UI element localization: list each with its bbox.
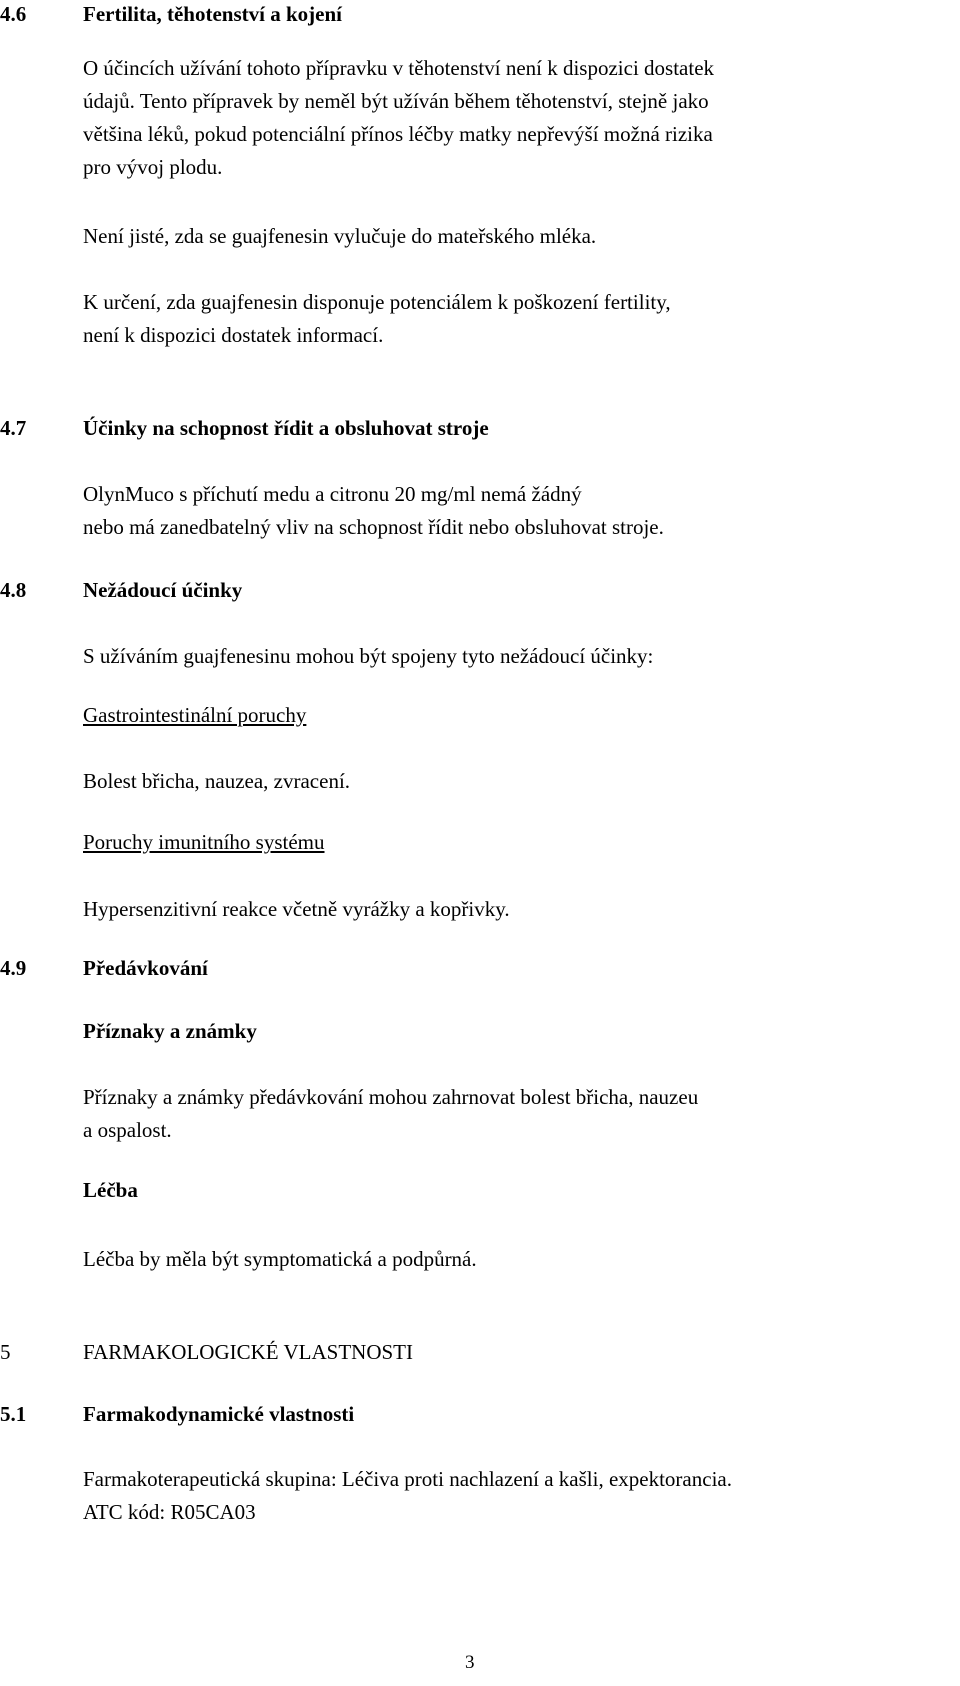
- paragraph-line: není k dispozici dostatek informací.: [83, 323, 384, 347]
- paragraph-line: údajů. Tento přípravek by neměl být užíván během těhotenství, stejně jako: [83, 89, 709, 113]
- paragraph-line: K určení, zda guajfenesin disponuje potenciálem k poškození fertility,: [83, 290, 671, 314]
- section-5-title: FARMAKOLOGICKÉ VLASTNOSTI: [83, 1340, 413, 1364]
- paragraph-line: ATC kód: R05CA03: [83, 1500, 256, 1524]
- section-4-7-number: 4.7: [0, 416, 27, 440]
- section-4-6-number: 4.6: [0, 2, 27, 26]
- section-4-8-category-immune-text: Hypersenzitivní reakce včetně vyrážky a kopřivky.: [83, 897, 510, 921]
- paragraph-line: a ospalost.: [83, 1118, 172, 1142]
- section-4-9-symptoms-paragraph: [83, 1081, 873, 1147]
- section-4-6-paragraph-3: [83, 286, 873, 352]
- section-5-1-number: 5.1: [0, 1402, 27, 1426]
- section-5-1-title: Farmakodynamické vlastnosti: [83, 1402, 355, 1426]
- section-4-6-paragraph-2: Není jisté, zda se guajfenesin vylučuje do mateřského mléka.: [83, 224, 597, 248]
- section-4-8-category-immune: Poruchy imunitního systému: [83, 830, 325, 854]
- section-4-7-paragraph: [83, 478, 873, 544]
- paragraph-line: Příznaky a známky předávkování mohou zahrnovat bolest břicha, nauzeu: [83, 1085, 699, 1109]
- paragraph-line: nebo má zanedbatelný vliv na schopnost řídit nebo obsluhovat stroje.: [83, 515, 664, 539]
- section-4-8-category-gastro: Gastrointestinální poruchy: [83, 703, 307, 727]
- paragraph-line: většina léků, pokud potenciální přínos léčby matky nepřevýší možná rizika: [83, 122, 713, 146]
- section-4-8-category-gastro-text: Bolest břicha, nauzea, zvracení.: [83, 769, 351, 793]
- paragraph-line: Farmakoterapeutická skupina: Léčiva proti nachlazení a kašli, expektorancia.: [83, 1467, 732, 1491]
- section-4-9-number: 4.9: [0, 956, 27, 980]
- paragraph-line: O účincích užívání tohoto přípravku v těhotenství není k dispozici dostatek: [83, 56, 715, 80]
- section-4-9-subheading-treatment: Léčba: [83, 1178, 138, 1202]
- paragraph-line: pro vývoj plodu.: [83, 155, 223, 179]
- section-4-7-title: Účinky na schopnost řídit a obsluhovat stroje: [83, 416, 489, 440]
- section-4-8-title: Nežádoucí účinky: [83, 578, 243, 602]
- section-4-6-title: Fertilita, těhotenství a kojení: [83, 2, 342, 26]
- paragraph-line: OlynMuco s příchutí medu a citronu 20 mg/ml nemá žádný: [83, 482, 582, 506]
- section-4-8-number: 4.8: [0, 578, 27, 602]
- section-4-9-treatment-text: Léčba by měla být symptomatická a podpůrná.: [83, 1247, 477, 1271]
- section-5-number: 5: [0, 1340, 11, 1364]
- section-4-8-intro: S užíváním guajfenesinu mohou být spojeny tyto nežádoucí účinky:: [83, 644, 654, 668]
- section-4-9-subheading-symptoms: Příznaky a známky: [83, 1019, 257, 1043]
- section-5-1-paragraph: [83, 1463, 873, 1529]
- section-4-9-title: Předávkování: [83, 956, 208, 980]
- section-4-6-paragraph-1: [83, 52, 873, 184]
- page-number: 3: [465, 1652, 475, 1673]
